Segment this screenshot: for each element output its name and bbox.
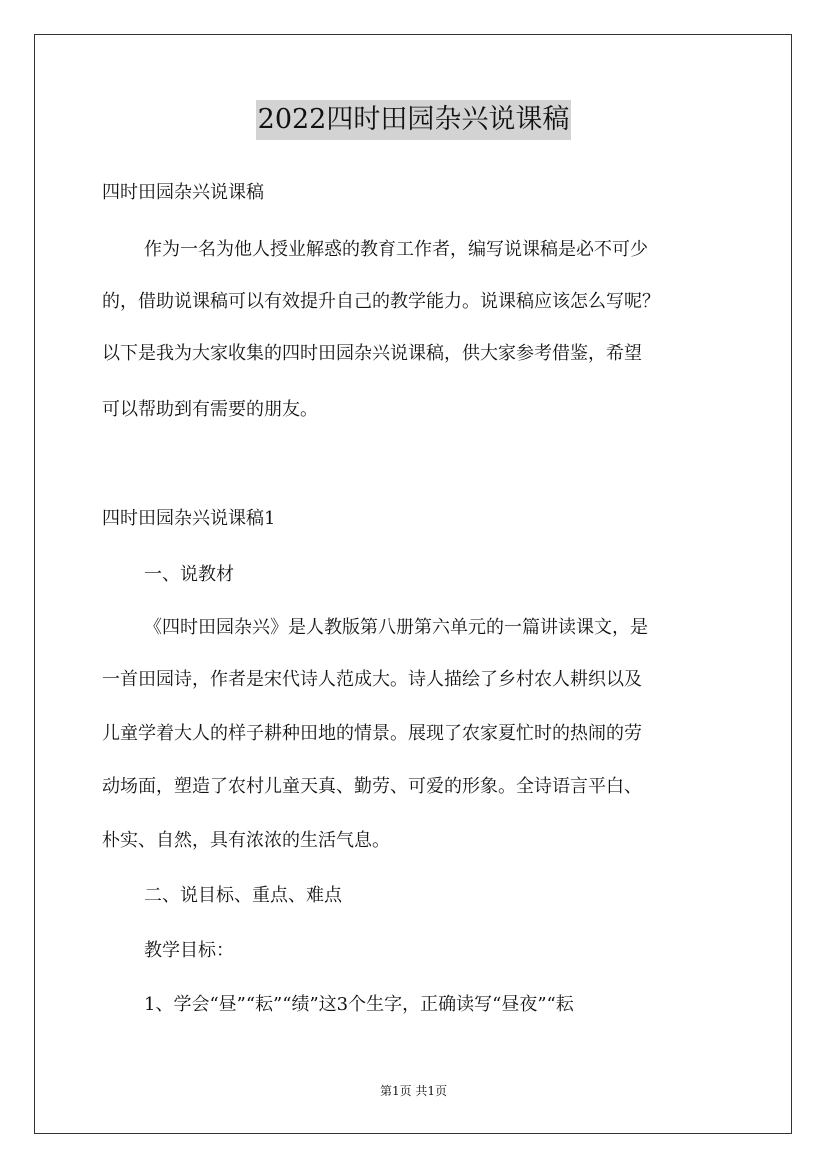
- goal-item: 1、学会“昼”“耘”“绩”这3个生字，正确读写“昼夜”“耘: [144, 994, 574, 1015]
- document-title: 2022四时田园杂兴说课稿: [256, 100, 572, 140]
- goal-label: 教学目标：: [144, 940, 234, 961]
- document-subtitle: 四时田园杂兴说课稿: [102, 182, 264, 203]
- document-title-wrap: [0, 100, 827, 140]
- intro-line: 以下是我为大家收集的四时田园杂兴说课稿，供大家参考借鉴，希望: [102, 343, 642, 364]
- body-line: 朴实、自然，具有浓浓的生活气息。: [102, 830, 390, 851]
- heading-goals: 二、说目标、重点、难点: [144, 885, 342, 906]
- section-title: 四时田园杂兴说课稿1: [102, 508, 276, 529]
- body-line: 一首田园诗，作者是宋代诗人范成大。诗人描绘了乡村农人耕织以及: [102, 669, 642, 690]
- body-line: 动场面，塑造了农村儿童天真、勤劳、可爱的形象。全诗语言平白、: [102, 776, 642, 797]
- intro-line: 作为一名为他人授业解惑的教育工作者，编写说课稿是必不可少: [144, 239, 648, 260]
- heading-materials: 一、说教材: [144, 564, 234, 585]
- intro-line: 可以帮助到有需要的朋友。: [102, 399, 318, 420]
- page-footer: 第1页 共1页: [379, 1084, 448, 1098]
- intro-line: 的，借助说课稿可以有效提升自己的教学能力。说课稿应该怎么写呢？: [102, 291, 660, 312]
- body-line: 儿童学着大人的样子耕种田地的情景。展现了农家夏忙时的热闹的劳: [102, 723, 642, 744]
- body-line: 《四时田园杂兴》是人教版第八册第六单元的一篇讲读课文，是: [144, 617, 648, 638]
